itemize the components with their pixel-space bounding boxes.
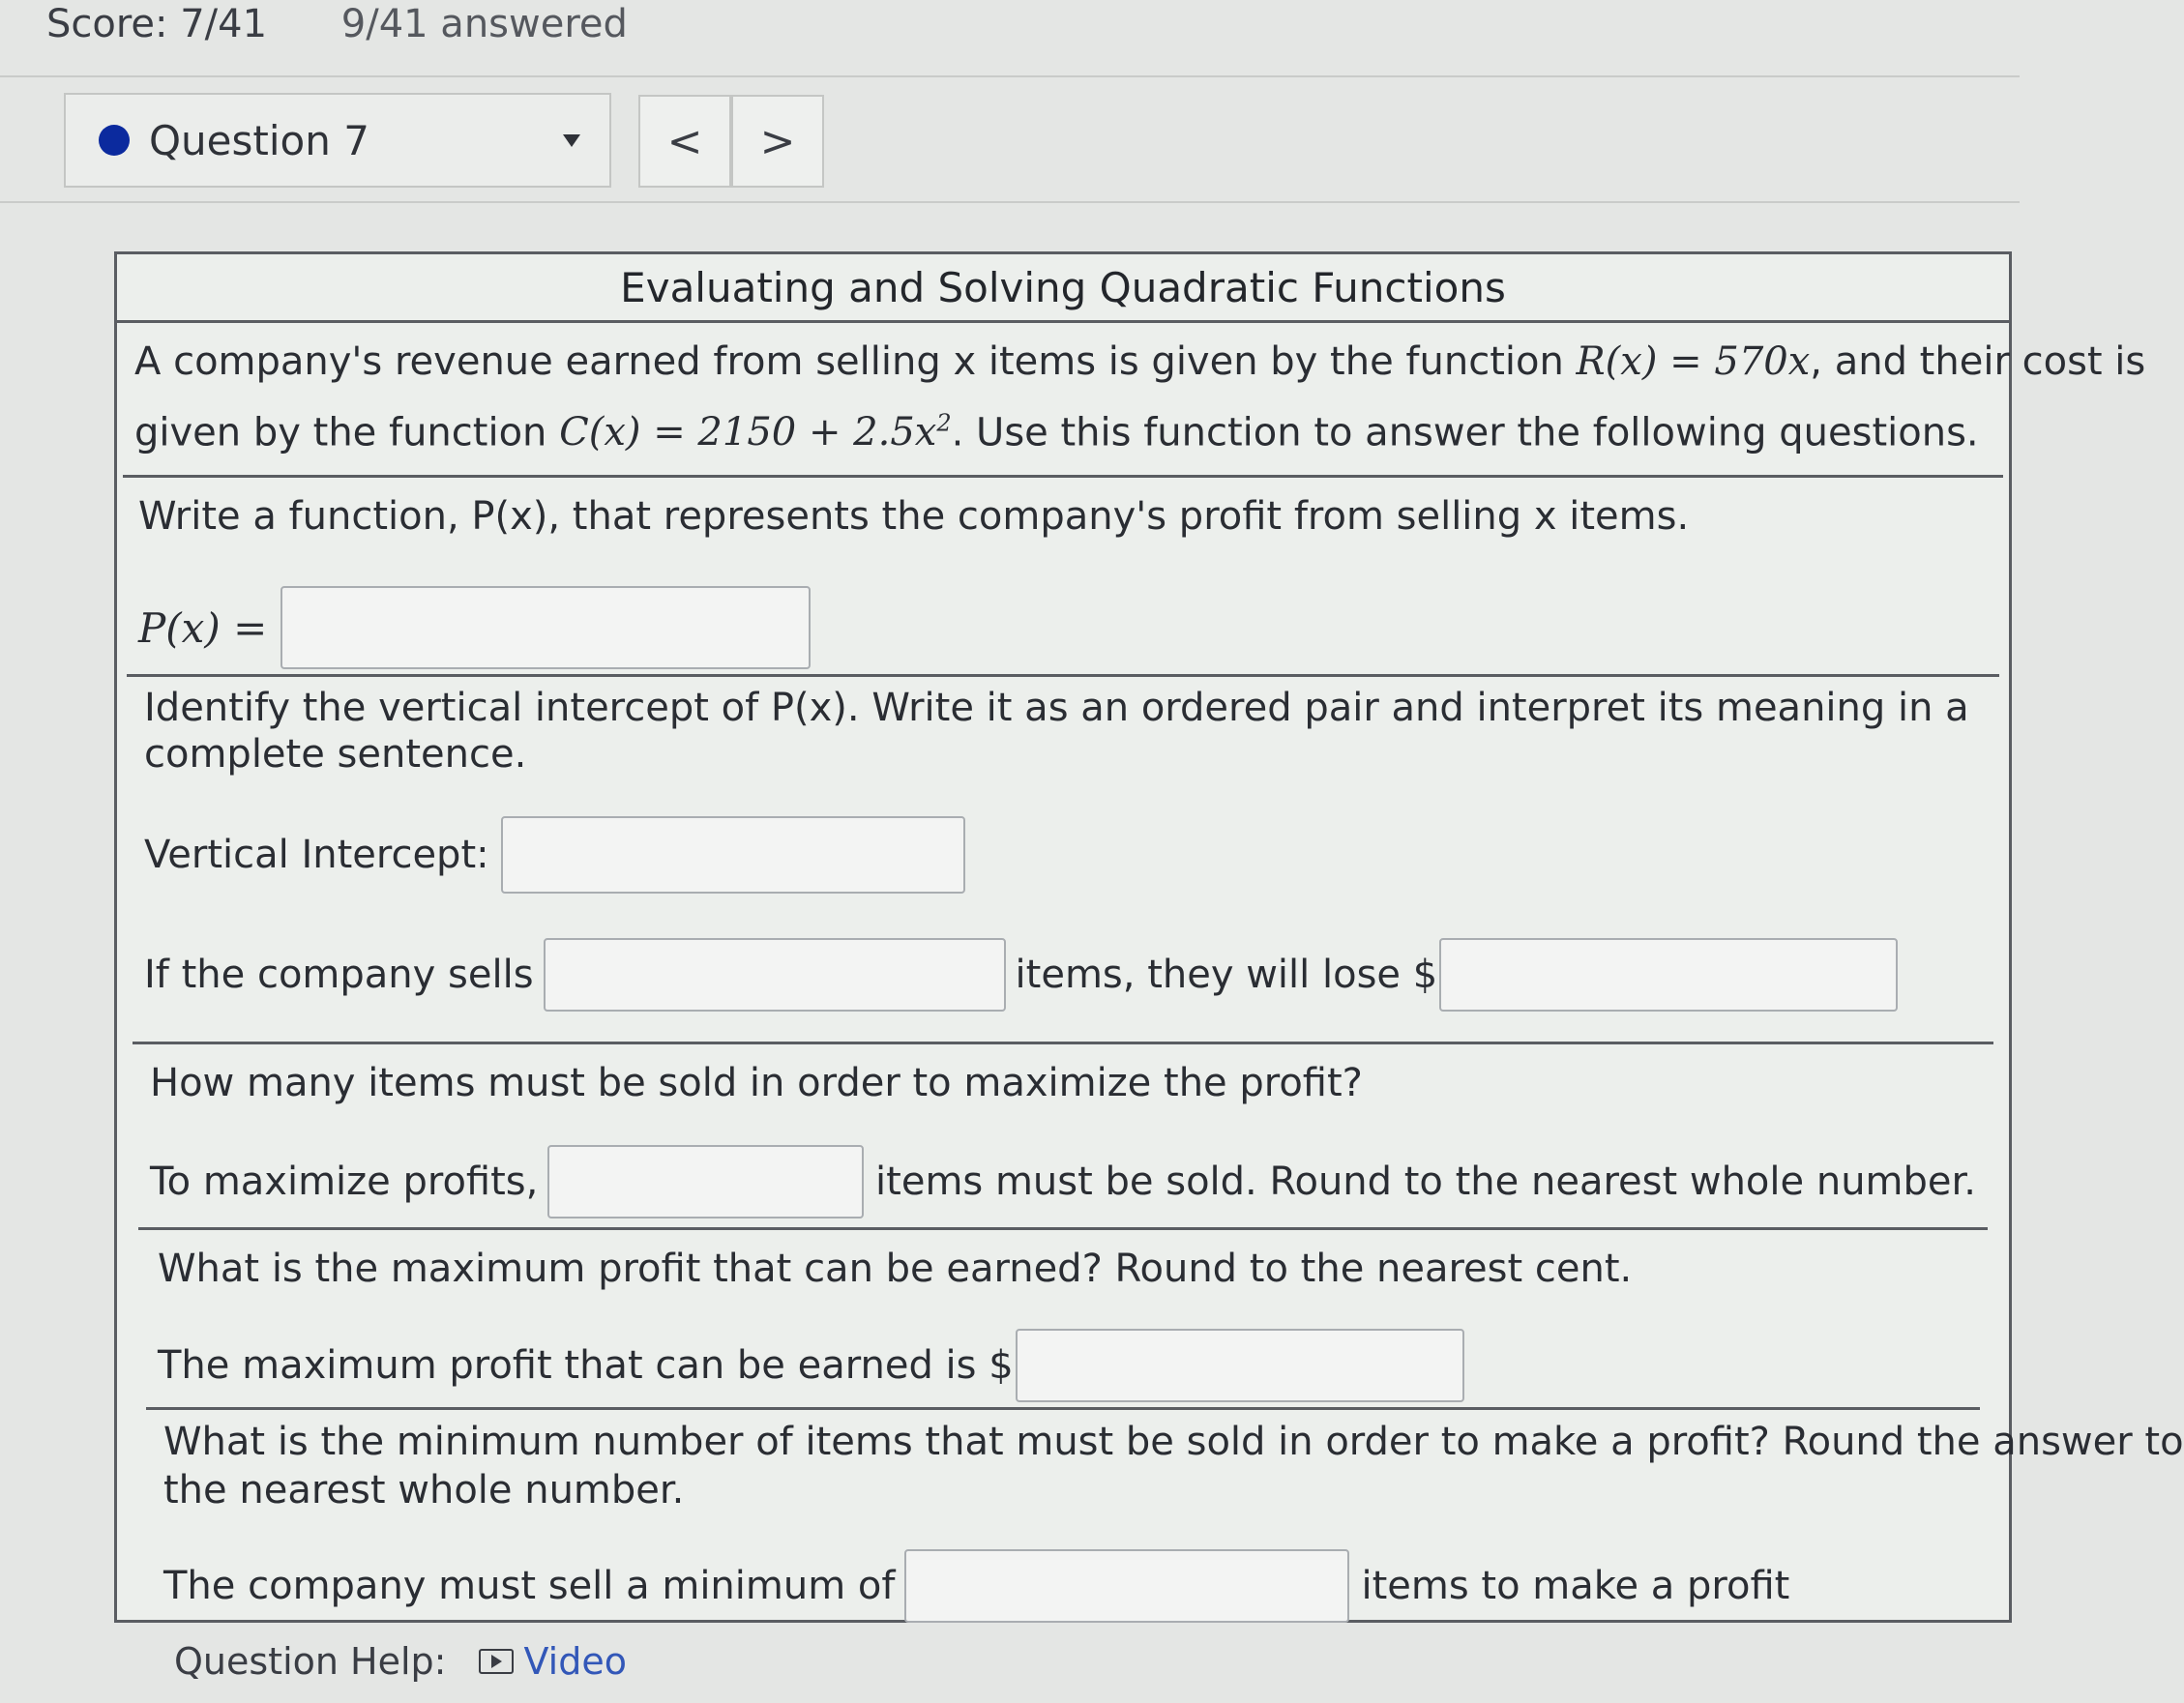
min-items-note: items to make a profit <box>1361 1564 1790 1609</box>
maximize-label: To maximize profits, <box>150 1160 539 1205</box>
vertical-intercept-input[interactable] <box>501 816 965 894</box>
max-profit-input[interactable] <box>1016 1329 1464 1402</box>
min-items-row <box>163 1549 1963 1623</box>
part-a-section <box>127 478 1999 677</box>
play-icon[interactable] <box>479 1649 514 1674</box>
intro-line-1 <box>134 331 2146 393</box>
score-text: Score: 7/41 <box>46 2 268 46</box>
part-b-prompt-1: Identify the vertical intercept of P(x). Write it as an ordered pair and interpret its meaning in a <box>144 686 1969 731</box>
cost-function <box>559 410 952 455</box>
sells-label: If the company sells <box>144 953 534 998</box>
question-label: Question 7 <box>149 116 369 164</box>
profit-function-row <box>138 586 1988 669</box>
question-selector[interactable] <box>64 93 611 188</box>
intro-text: . Use this function to answer the following questions. <box>951 410 1979 455</box>
part-d-section <box>146 1230 1980 1410</box>
intro-section <box>123 323 2146 478</box>
intro-text: A company's revenue earned from selling x items is given by the function <box>134 339 1577 384</box>
intro-text: given by the function <box>134 410 560 455</box>
part-e-prompt-1: What is the minimum number of items that must be sold in order to make a profit? Round the answer to <box>163 1420 2184 1465</box>
lose-label: items, they will lose $ <box>1015 953 1438 998</box>
vertical-intercept-row <box>144 816 1982 894</box>
vertical-intercept-label: Vertical Intercept: <box>144 833 489 878</box>
max-profit-label: The maximum profit that can be earned is $ <box>158 1343 1014 1389</box>
page-title: Evaluating and Solving Quadratic Functions <box>117 254 2009 323</box>
part-b-prompt-2: complete sentence. <box>144 732 527 778</box>
min-items-label: The company must sell a minimum of <box>163 1564 896 1609</box>
divider <box>0 201 2020 203</box>
status-dot-icon <box>99 125 130 156</box>
max-items-input[interactable] <box>547 1145 864 1219</box>
dropdown-caret-icon <box>563 134 580 147</box>
loss-amount-input[interactable] <box>1439 938 1898 1012</box>
divider <box>0 75 2020 77</box>
part-c-prompt: How many items must be sold in order to maximize the profit? <box>150 1061 1363 1106</box>
part-e-section <box>152 1410 2184 1634</box>
revenue-function: R(x) = 570x <box>1576 339 1811 384</box>
question-help-label: Question Help: <box>174 1640 447 1683</box>
profit-function-input[interactable] <box>280 586 811 669</box>
video-link[interactable]: Video <box>523 1640 627 1683</box>
maximize-row <box>150 1145 1976 1219</box>
items-sold-input[interactable] <box>544 938 1006 1012</box>
intro-text: , and their cost is <box>1810 339 2146 384</box>
cost-function-base: C(x) = 2150 + 2.5x <box>559 410 937 455</box>
intro-line-2 <box>134 393 1992 463</box>
max-profit-row <box>158 1329 1968 1402</box>
cost-function-exponent: 2 <box>936 410 952 437</box>
part-e-prompt-2: the nearest whole number. <box>163 1468 685 1513</box>
question-help <box>174 1640 627 1683</box>
maximize-note: items must be sold. Round to the nearest whole number. <box>875 1160 1976 1205</box>
part-a-prompt: Write a function, P(x), that represents the company's profit from selling x items. <box>138 494 1690 540</box>
part-c-section <box>138 1044 1988 1230</box>
loss-row <box>144 938 1982 1012</box>
question-panel <box>114 251 2184 1623</box>
part-b-section <box>133 677 1993 1044</box>
min-items-input[interactable] <box>904 1549 1349 1623</box>
previous-question-button[interactable]: < <box>638 95 731 188</box>
answered-count: 9/41 answered <box>340 2 628 46</box>
score-bar <box>46 2 628 46</box>
part-d-prompt: What is the maximum profit that can be earned? Round to the nearest cent. <box>158 1247 1633 1292</box>
profit-function-label: P(x) = <box>138 603 268 652</box>
next-question-button[interactable]: > <box>731 95 824 188</box>
